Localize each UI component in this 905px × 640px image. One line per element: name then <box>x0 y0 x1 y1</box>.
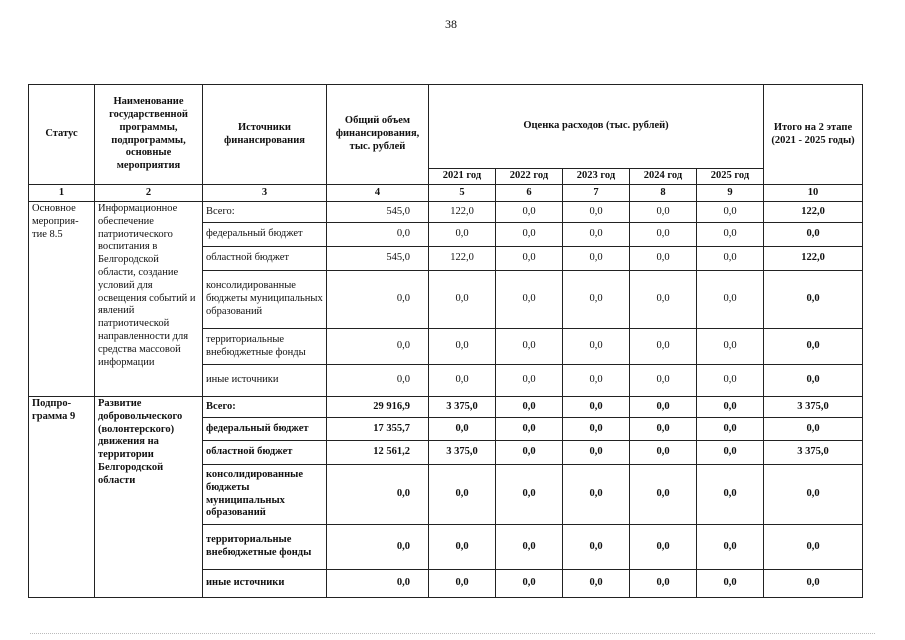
year-2024-value: 0,0 <box>630 329 697 365</box>
header-year-2023: 2023 год <box>563 169 630 185</box>
column-number-row <box>29 185 863 202</box>
total-value: 12 561,2 <box>327 441 429 465</box>
year-2024-value: 0,0 <box>630 271 697 329</box>
year-2022-value: 0,0 <box>496 525 563 570</box>
year-2025-value: 0,0 <box>697 525 764 570</box>
page-number: 38 <box>445 17 457 31</box>
column-number: 2 <box>95 185 203 202</box>
year-2023-value: 0,0 <box>563 329 630 365</box>
header-year-2025: 2025 год <box>697 169 764 185</box>
stage2-value: 122,0 <box>764 247 863 271</box>
source-label: иные источники <box>203 365 327 397</box>
year-2021-value: 0,0 <box>429 525 496 570</box>
year-2025-value: 0,0 <box>697 418 764 441</box>
total-value: 0,0 <box>327 525 429 570</box>
source-label: федеральный бюджет <box>203 223 327 247</box>
stage2-value: 3 375,0 <box>764 397 863 418</box>
year-2025-value: 0,0 <box>697 202 764 223</box>
stage2-value: 0,0 <box>764 418 863 441</box>
year-2023-value: 0,0 <box>563 418 630 441</box>
header-program-name: Наименование государственной программы, подпрограммы, основные мероприятия <box>95 85 203 185</box>
year-2023-value: 0,0 <box>563 202 630 223</box>
year-2021-value: 0,0 <box>429 329 496 365</box>
total-value: 0,0 <box>327 570 429 598</box>
year-2022-value: 0,0 <box>496 329 563 365</box>
column-number: 6 <box>496 185 563 202</box>
block-name: Информационное обеспечение патриотического воспитания в Белгородской области, создание условий для освещения событий и явлений патриотической направленности для средства массовой информации <box>95 202 203 397</box>
column-number: 1 <box>29 185 95 202</box>
source-label: Всего: <box>203 397 327 418</box>
year-2024-value: 0,0 <box>630 570 697 598</box>
total-value: 0,0 <box>327 365 429 397</box>
source-label: федеральный бюджет <box>203 418 327 441</box>
stage2-value: 3 375,0 <box>764 441 863 465</box>
source-label: территориальные внебюджетные фонды <box>203 329 327 365</box>
total-value: 0,0 <box>327 271 429 329</box>
year-2025-value: 0,0 <box>697 329 764 365</box>
total-value: 545,0 <box>327 202 429 223</box>
total-value: 0,0 <box>327 329 429 365</box>
year-2021-value: 0,0 <box>429 418 496 441</box>
header-total-stage2: Итого на 2 этапе (2021 - 2025 годы) <box>764 85 863 185</box>
year-2021-value: 0,0 <box>429 570 496 598</box>
column-number: 4 <box>327 185 429 202</box>
year-2022-value: 0,0 <box>496 570 563 598</box>
header-total-volume: Общий объем финансирования, тыс. рублей <box>327 85 429 185</box>
stage2-value: 0,0 <box>764 271 863 329</box>
year-2023-value: 0,0 <box>563 525 630 570</box>
year-2022-value: 0,0 <box>496 247 563 271</box>
year-2025-value: 0,0 <box>697 271 764 329</box>
year-2021-value: 122,0 <box>429 247 496 271</box>
stage2-value: 0,0 <box>764 525 863 570</box>
year-2025-value: 0,0 <box>697 441 764 465</box>
total-value: 545,0 <box>327 247 429 271</box>
year-2021-value: 3 375,0 <box>429 397 496 418</box>
header-year-2024: 2024 год <box>630 169 697 185</box>
year-2023-value: 0,0 <box>563 271 630 329</box>
header-year-2021: 2021 год <box>429 169 496 185</box>
financing-table-container <box>28 84 863 598</box>
stage2-value: 0,0 <box>764 465 863 525</box>
year-2021-value: 122,0 <box>429 202 496 223</box>
header-status: Статус <box>29 85 95 185</box>
year-2024-value: 0,0 <box>630 247 697 271</box>
column-number: 10 <box>764 185 863 202</box>
year-2025-value: 0,0 <box>697 570 764 598</box>
stage2-value: 0,0 <box>764 365 863 397</box>
year-2023-value: 0,0 <box>563 247 630 271</box>
year-2025-value: 0,0 <box>697 247 764 271</box>
column-number: 3 <box>203 185 327 202</box>
year-2022-value: 0,0 <box>496 223 563 247</box>
header-year-2022: 2022 год <box>496 169 563 185</box>
year-2022-value: 0,0 <box>496 441 563 465</box>
source-label: консолидированные бюджеты муниципальных образований <box>203 271 327 329</box>
source-label: Всего: <box>203 202 327 223</box>
total-value: 0,0 <box>327 465 429 525</box>
year-2024-value: 0,0 <box>630 465 697 525</box>
table-row <box>29 202 863 223</box>
table-row <box>29 397 863 418</box>
year-2025-value: 0,0 <box>697 397 764 418</box>
year-2021-value: 0,0 <box>429 365 496 397</box>
year-2021-value: 0,0 <box>429 271 496 329</box>
year-2021-value: 0,0 <box>429 223 496 247</box>
year-2024-value: 0,0 <box>630 365 697 397</box>
financing-table <box>28 84 863 598</box>
year-2023-value: 0,0 <box>563 441 630 465</box>
year-2023-value: 0,0 <box>563 223 630 247</box>
column-number: 7 <box>563 185 630 202</box>
year-2025-value: 0,0 <box>697 365 764 397</box>
source-label: областной бюджет <box>203 247 327 271</box>
block-status: Подпро-грамма 9 <box>29 397 95 598</box>
year-2022-value: 0,0 <box>496 365 563 397</box>
header-sources: Источники финансирования <box>203 85 327 185</box>
scan-edge-divider <box>30 633 875 638</box>
block-status: Основное мероприя-тие 8.5 <box>29 202 95 397</box>
total-value: 17 355,7 <box>327 418 429 441</box>
year-2024-value: 0,0 <box>630 525 697 570</box>
year-2024-value: 0,0 <box>630 397 697 418</box>
stage2-value: 0,0 <box>764 223 863 247</box>
year-2023-value: 0,0 <box>563 570 630 598</box>
column-number: 9 <box>697 185 764 202</box>
year-2024-value: 0,0 <box>630 202 697 223</box>
year-2025-value: 0,0 <box>697 465 764 525</box>
year-2022-value: 0,0 <box>496 202 563 223</box>
year-2023-value: 0,0 <box>563 397 630 418</box>
year-2021-value: 3 375,0 <box>429 441 496 465</box>
stage2-value: 0,0 <box>764 570 863 598</box>
column-number: 8 <box>630 185 697 202</box>
year-2024-value: 0,0 <box>630 418 697 441</box>
year-2025-value: 0,0 <box>697 223 764 247</box>
year-2024-value: 0,0 <box>630 441 697 465</box>
source-label: консолидированные бюджеты муниципальных образований <box>203 465 327 525</box>
total-value: 29 916,9 <box>327 397 429 418</box>
source-label: областной бюджет <box>203 441 327 465</box>
year-2023-value: 0,0 <box>563 465 630 525</box>
total-value: 0,0 <box>327 223 429 247</box>
column-number: 5 <box>429 185 496 202</box>
year-2023-value: 0,0 <box>563 365 630 397</box>
year-2022-value: 0,0 <box>496 418 563 441</box>
header-estimate: Оценка расходов (тыс. рублей) <box>429 85 764 169</box>
block-name: Развитие добровольческого (волонтерского) движения на территории Белгородской области <box>95 397 203 598</box>
year-2022-value: 0,0 <box>496 465 563 525</box>
year-2021-value: 0,0 <box>429 465 496 525</box>
year-2022-value: 0,0 <box>496 271 563 329</box>
source-label: территориальные внебюджетные фонды <box>203 525 327 570</box>
stage2-value: 0,0 <box>764 329 863 365</box>
stage2-value: 122,0 <box>764 202 863 223</box>
source-label: иные источники <box>203 570 327 598</box>
year-2022-value: 0,0 <box>496 397 563 418</box>
year-2024-value: 0,0 <box>630 223 697 247</box>
